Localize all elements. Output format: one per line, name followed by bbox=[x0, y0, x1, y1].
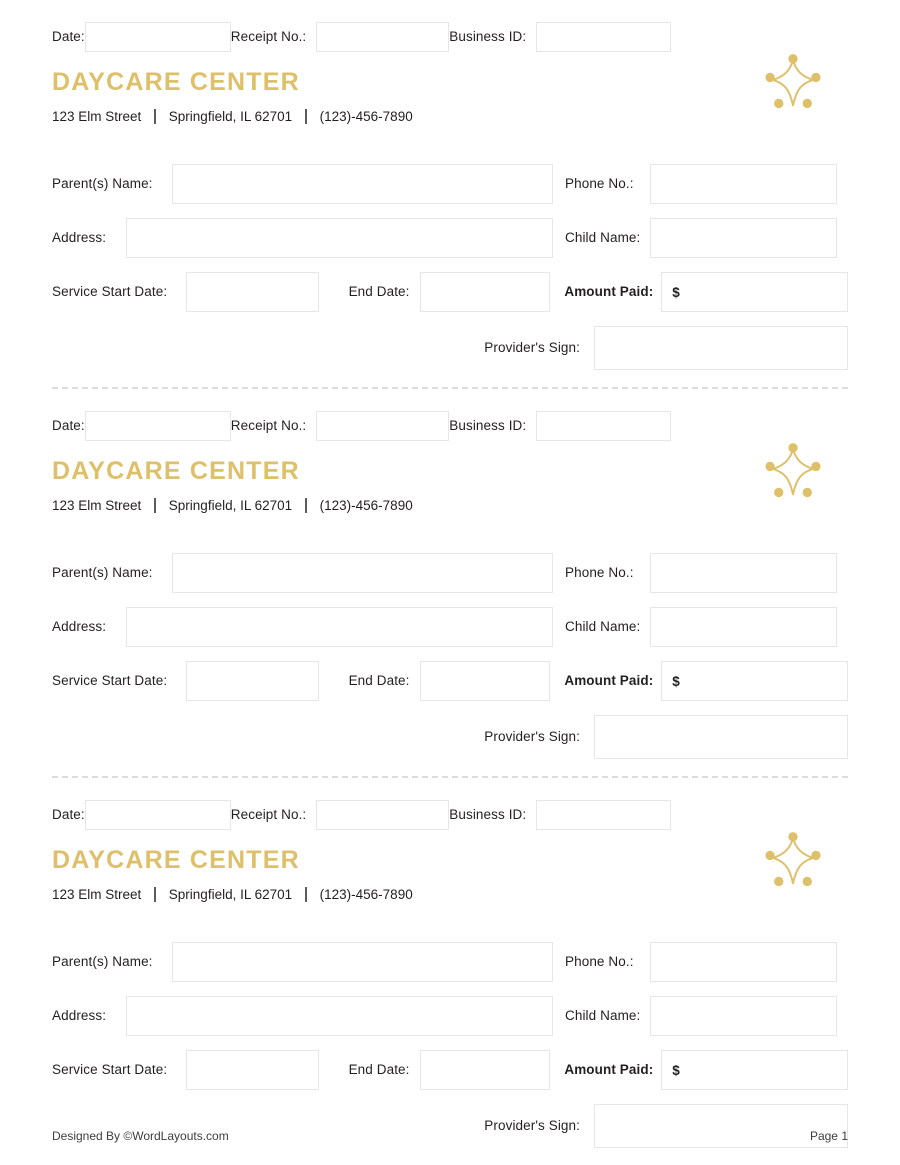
service-start-date-input[interactable] bbox=[186, 661, 319, 701]
business-id-label: Business ID: bbox=[449, 28, 527, 44]
receipt-no-label: Receipt No.: bbox=[230, 417, 307, 433]
date-label: Date: bbox=[52, 417, 85, 433]
service-start-date-input[interactable] bbox=[186, 1050, 319, 1090]
address-input[interactable] bbox=[126, 218, 553, 258]
parents-name-label: Parent(s) Name: bbox=[52, 564, 153, 580]
parents-name-input[interactable] bbox=[172, 553, 553, 593]
separator-bar-icon bbox=[154, 498, 156, 513]
parents-name-label: Parent(s) Name: bbox=[52, 953, 153, 969]
amount-paid-input[interactable]: $ bbox=[661, 272, 848, 312]
brand-header bbox=[52, 848, 848, 920]
receipt-no-input[interactable] bbox=[316, 411, 449, 441]
separator-bar-icon bbox=[305, 498, 307, 513]
service-start-date-label: Service Start Date: bbox=[52, 672, 168, 688]
parents-name-row bbox=[52, 942, 848, 982]
brand-contact-line bbox=[52, 887, 848, 902]
page-footer bbox=[52, 1129, 848, 1143]
star-people-icon bbox=[762, 52, 824, 114]
business-id-label: Business ID: bbox=[449, 806, 527, 822]
brand-title: DAYCARE CENTER bbox=[52, 457, 300, 485]
date-input[interactable] bbox=[85, 411, 231, 441]
amount-paid-input[interactable]: $ bbox=[661, 661, 848, 701]
brand-city-state-zip: Springfield, IL 62701 bbox=[168, 887, 293, 902]
providers-sign-input[interactable] bbox=[594, 715, 848, 759]
brand-phone: (123)-456-7890 bbox=[319, 887, 413, 902]
child-name-label: Child Name: bbox=[565, 229, 641, 245]
brand-title: DAYCARE CENTER bbox=[52, 68, 300, 96]
phone-no-label: Phone No.: bbox=[565, 175, 634, 191]
brand-city-state-zip: Springfield, IL 62701 bbox=[168, 498, 293, 513]
phone-no-input[interactable] bbox=[650, 942, 837, 982]
child-name-input[interactable] bbox=[650, 218, 837, 258]
address-row bbox=[52, 996, 848, 1036]
address-input[interactable] bbox=[126, 996, 553, 1036]
providers-sign-label: Provider's Sign: bbox=[484, 1117, 580, 1133]
child-name-input[interactable] bbox=[650, 996, 837, 1036]
parents-name-label: Parent(s) Name: bbox=[52, 175, 153, 191]
parents-name-row bbox=[52, 553, 848, 593]
brand-street: 123 Elm Street bbox=[52, 498, 142, 513]
date-label: Date: bbox=[52, 806, 85, 822]
amount-paid-input[interactable]: $ bbox=[661, 1050, 848, 1090]
business-id-input[interactable] bbox=[536, 411, 671, 441]
separator-bar-icon bbox=[154, 887, 156, 902]
phone-no-label: Phone No.: bbox=[565, 953, 634, 969]
address-label: Address: bbox=[52, 229, 107, 245]
service-start-date-label: Service Start Date: bbox=[52, 283, 168, 299]
header-row bbox=[52, 22, 848, 52]
business-id-label: Business ID: bbox=[449, 417, 527, 433]
parents-name-row bbox=[52, 164, 848, 204]
amount-paid-label: Amount Paid: bbox=[564, 283, 654, 299]
providers-sign-row bbox=[52, 326, 848, 370]
separator-bar-icon bbox=[305, 109, 307, 124]
receipt-block bbox=[52, 0, 848, 389]
star-people-icon bbox=[762, 830, 824, 892]
page-number-label: Page 1 bbox=[809, 1129, 848, 1143]
separator-bar-icon bbox=[154, 109, 156, 124]
address-label: Address: bbox=[52, 1007, 107, 1023]
header-row bbox=[52, 800, 848, 830]
providers-sign-row bbox=[52, 715, 848, 759]
service-start-date-input[interactable] bbox=[186, 272, 319, 312]
service-dates-row bbox=[52, 1050, 848, 1090]
brand-phone: (123)-456-7890 bbox=[319, 109, 413, 124]
separator-bar-icon bbox=[305, 887, 307, 902]
star-people-icon bbox=[762, 441, 824, 503]
address-label: Address: bbox=[52, 618, 107, 634]
business-id-input[interactable] bbox=[536, 800, 671, 830]
phone-no-input[interactable] bbox=[650, 553, 837, 593]
end-date-input[interactable] bbox=[420, 661, 551, 701]
address-row bbox=[52, 218, 848, 258]
child-name-input[interactable] bbox=[650, 607, 837, 647]
end-date-label: End Date: bbox=[348, 672, 410, 688]
brand-header bbox=[52, 459, 848, 531]
phone-no-label: Phone No.: bbox=[565, 564, 634, 580]
address-row bbox=[52, 607, 848, 647]
amount-paid-label: Amount Paid: bbox=[564, 1061, 654, 1077]
brand-title: DAYCARE CENTER bbox=[52, 846, 300, 874]
date-input[interactable] bbox=[85, 22, 231, 52]
receipt-block bbox=[52, 389, 848, 778]
date-label: Date: bbox=[52, 28, 85, 44]
receipt-no-input[interactable] bbox=[316, 22, 449, 52]
receipt-no-label: Receipt No.: bbox=[230, 28, 307, 44]
service-dates-row bbox=[52, 272, 848, 312]
brand-contact-line bbox=[52, 498, 848, 513]
brand-city-state-zip: Springfield, IL 62701 bbox=[168, 109, 293, 124]
designed-by-label: Designed By ©WordLayouts.com bbox=[52, 1129, 229, 1143]
brand-street: 123 Elm Street bbox=[52, 109, 142, 124]
address-input[interactable] bbox=[126, 607, 553, 647]
amount-paid-label: Amount Paid: bbox=[564, 672, 654, 688]
end-date-label: End Date: bbox=[348, 283, 410, 299]
receipt-no-label: Receipt No.: bbox=[230, 806, 307, 822]
date-input[interactable] bbox=[85, 800, 231, 830]
brand-contact-line bbox=[52, 109, 848, 124]
receipt-no-input[interactable] bbox=[316, 800, 449, 830]
child-name-label: Child Name: bbox=[565, 1007, 641, 1023]
header-row bbox=[52, 411, 848, 441]
providers-sign-input[interactable] bbox=[594, 326, 848, 370]
receipt-block bbox=[52, 778, 848, 1148]
child-name-label: Child Name: bbox=[565, 618, 641, 634]
end-date-input[interactable] bbox=[420, 1050, 551, 1090]
providers-sign-label: Provider's Sign: bbox=[484, 728, 580, 744]
service-start-date-label: Service Start Date: bbox=[52, 1061, 168, 1077]
providers-sign-label: Provider's Sign: bbox=[484, 339, 580, 355]
service-dates-row bbox=[52, 661, 848, 701]
parents-name-input[interactable] bbox=[172, 164, 553, 204]
brand-header bbox=[52, 70, 848, 142]
parents-name-input[interactable] bbox=[172, 942, 553, 982]
end-date-label: End Date: bbox=[348, 1061, 410, 1077]
end-date-input[interactable] bbox=[420, 272, 551, 312]
phone-no-input[interactable] bbox=[650, 164, 837, 204]
brand-street: 123 Elm Street bbox=[52, 887, 142, 902]
brand-phone: (123)-456-7890 bbox=[319, 498, 413, 513]
business-id-input[interactable] bbox=[536, 22, 671, 52]
